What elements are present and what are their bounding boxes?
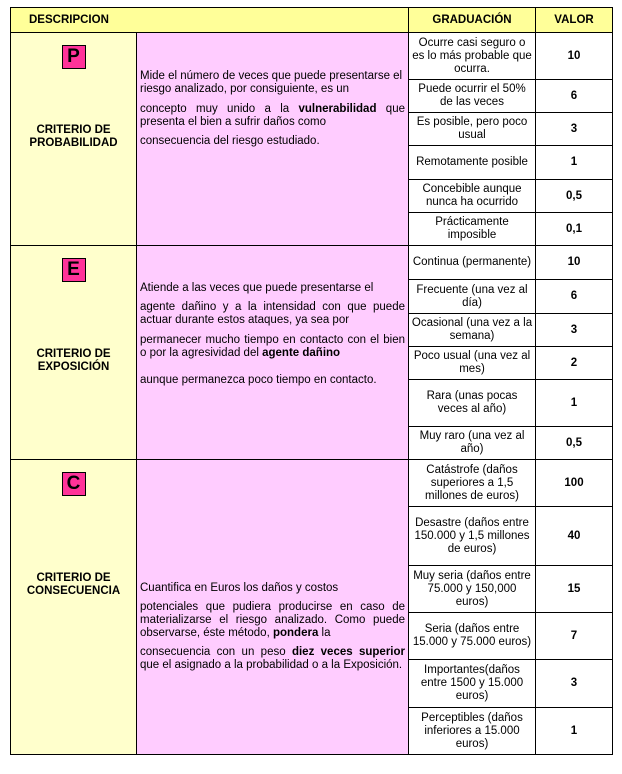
table-row xyxy=(11,246,613,280)
description-para-2 xyxy=(140,601,405,640)
table-row xyxy=(11,33,613,80)
description-para-1: Mide el número de veces que puede presentarse el riesgo analizado, por consiguiente, es un xyxy=(140,70,403,95)
header-graduacion: GRADUACIÓN xyxy=(409,8,536,33)
letter-c-badge: C xyxy=(62,472,86,496)
criterio-consecuencia-cell xyxy=(11,460,137,755)
description-text: que presenta el bien a sufrir daños como xyxy=(140,103,405,128)
criterio-probabilidad-cell xyxy=(11,33,137,246)
description-para-1: Atiende a las veces que puede presentarse el xyxy=(140,282,374,294)
graduacion-cell: Importantes(daños entre 1500 y 15.000 euros) xyxy=(409,660,536,708)
probabilidad-description xyxy=(137,33,409,246)
description-para-3 xyxy=(140,646,405,672)
description-para-1: Cuantifica en Euros los daños y costos xyxy=(140,582,339,594)
valor-cell: 7 xyxy=(536,613,613,660)
table-row xyxy=(11,460,613,507)
valor-cell: 1 xyxy=(536,146,613,180)
description-bold: agente dañino xyxy=(262,347,341,359)
valor-cell: 1 xyxy=(536,708,613,755)
valor-cell: 6 xyxy=(536,280,613,314)
description-text: potenciales que pudiera producirse en caso de materializarse el riesgo analizado. Como puede observarse, éste método, xyxy=(140,601,405,639)
valor-cell: 3 xyxy=(536,314,613,347)
graduacion-cell: Seria (daños entre 15.000 y 75.000 euros) xyxy=(409,613,536,660)
criterio-label-line2: PROBABILIDAD xyxy=(29,137,118,149)
graduacion-cell: Prácticamente imposible xyxy=(409,213,536,246)
criterio-exposicion-cell xyxy=(11,246,137,460)
graduacion-cell: Continua (permanente) xyxy=(409,246,536,280)
letter-p-badge: P xyxy=(62,45,86,69)
description-para-2: agente dañino y a la intensidad con que puede actuar durante estos ataques, ya sea por xyxy=(140,301,405,326)
description-text: la xyxy=(318,627,331,639)
valor-cell: 2 xyxy=(536,347,613,380)
graduacion-cell: Muy raro (una vez al año) xyxy=(409,427,536,460)
graduacion-cell: Desastre (daños entre 150.000 y 1,5 millones de euros) xyxy=(409,507,536,566)
criterio-label-line1: CRITERIO DE xyxy=(36,572,111,584)
criterio-label-line1: CRITERIO DE xyxy=(36,124,111,136)
description-text: consecuencia con un peso xyxy=(140,646,292,658)
valor-cell: 15 xyxy=(536,566,613,613)
graduacion-cell: Muy seria (daños entre 75.000 y 150,000 euros) xyxy=(409,566,536,613)
valor-cell: 40 xyxy=(536,507,613,566)
valor-cell: 0,1 xyxy=(536,213,613,246)
header-row xyxy=(11,8,613,33)
consecuencia-description xyxy=(137,460,409,755)
description-bold: diez veces superior xyxy=(291,646,405,658)
graduacion-cell: Es posible, pero poco usual xyxy=(409,113,536,146)
valor-cell: 10 xyxy=(536,33,613,80)
graduacion-cell: Poco usual (una vez al mes) xyxy=(409,347,536,380)
description-para-2 xyxy=(140,103,405,129)
valor-cell: 0,5 xyxy=(536,427,613,460)
valor-cell: 6 xyxy=(536,80,613,113)
valor-cell: 1 xyxy=(536,380,613,427)
criteria-table-wrapper xyxy=(10,7,613,755)
graduacion-cell: Concebible aunque nunca ha ocurrido xyxy=(409,180,536,213)
criterio-label-line2: CONSECUENCIA xyxy=(26,585,121,597)
description-bold: vulnerabilidad xyxy=(298,103,377,115)
description-para-4: aunque permanezca poco tiempo en contacto. xyxy=(140,374,377,386)
valor-cell: 3 xyxy=(536,113,613,146)
graduacion-cell: Frecuente (una vez al día) xyxy=(409,280,536,314)
valor-cell: 0,5 xyxy=(536,180,613,213)
description-text: concepto muy unido a la xyxy=(140,103,299,115)
graduacion-cell: Rara (unas pocas veces al año) xyxy=(409,380,536,427)
graduacion-cell: Ocasional (una vez a la semana) xyxy=(409,314,536,347)
letter-e-badge: E xyxy=(62,258,86,282)
graduacion-cell: Remotamente posible xyxy=(409,146,536,180)
description-text: permanecer mucho tiempo en contacto con el bien o por la agresividad del xyxy=(140,334,405,359)
valor-cell: 3 xyxy=(536,660,613,708)
description-para-3: consecuencia del riesgo estudiado. xyxy=(140,135,320,147)
description-para-3 xyxy=(140,334,405,360)
graduacion-cell: Catástrofe (daños superiores a 1,5 millones de euros) xyxy=(409,460,536,507)
criteria-table xyxy=(10,7,613,755)
header-valor: VALOR xyxy=(536,8,613,33)
header-descripcion: DESCRIPCION xyxy=(11,8,409,33)
criterio-label-line2: EXPOSICIÓN xyxy=(37,361,110,373)
valor-cell: 10 xyxy=(536,246,613,280)
valor-cell: 100 xyxy=(536,460,613,507)
description-text: que el asignado a la probabilidad o a la Exposición. xyxy=(140,659,403,671)
graduacion-cell: Ocurre casi seguro o es lo más probable que ocurra. xyxy=(409,33,536,80)
criterio-label-line1: CRITERIO DE xyxy=(36,348,111,360)
exposicion-description xyxy=(137,246,409,460)
graduacion-cell: Perceptibles (daños inferiores a 15.000 euros) xyxy=(409,708,536,755)
description-bold: pondera xyxy=(272,627,319,639)
graduacion-cell: Puede ocurrir el 50% de las veces xyxy=(409,80,536,113)
